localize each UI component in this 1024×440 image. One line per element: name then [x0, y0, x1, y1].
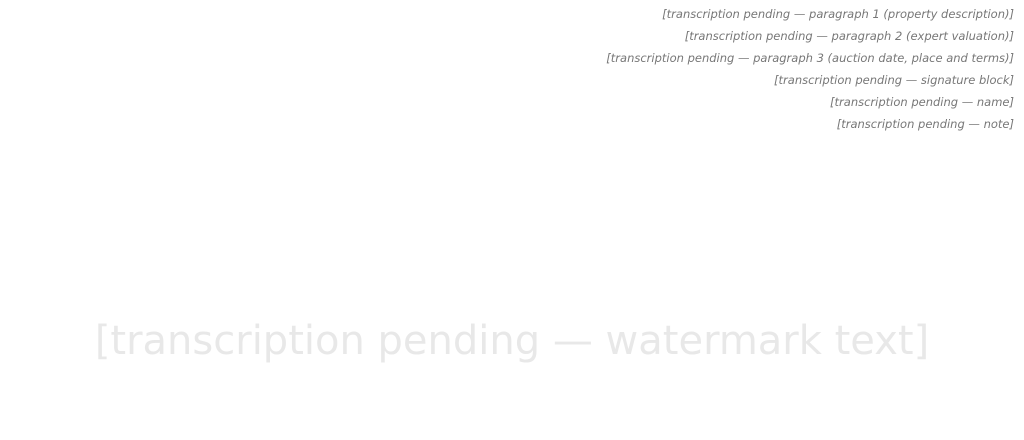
expert-valuation: [transcription pending — paragraph 2 (expert valuation)]: [684, 29, 1014, 43]
signature-block: [transcription pending — signature block]: [774, 73, 1014, 87]
signer-name: [transcription pending — name]: [830, 95, 1014, 109]
note-paragraph: [transcription pending — note]: [836, 117, 1014, 131]
property-description: [transcription pending — paragraph 1 (property description)]: [662, 7, 1014, 21]
watermark: [transcription pending — watermark text]: [94, 318, 930, 364]
auction-terms: [transcription pending — paragraph 3 (auction date, place and terms)]: [606, 51, 1014, 65]
